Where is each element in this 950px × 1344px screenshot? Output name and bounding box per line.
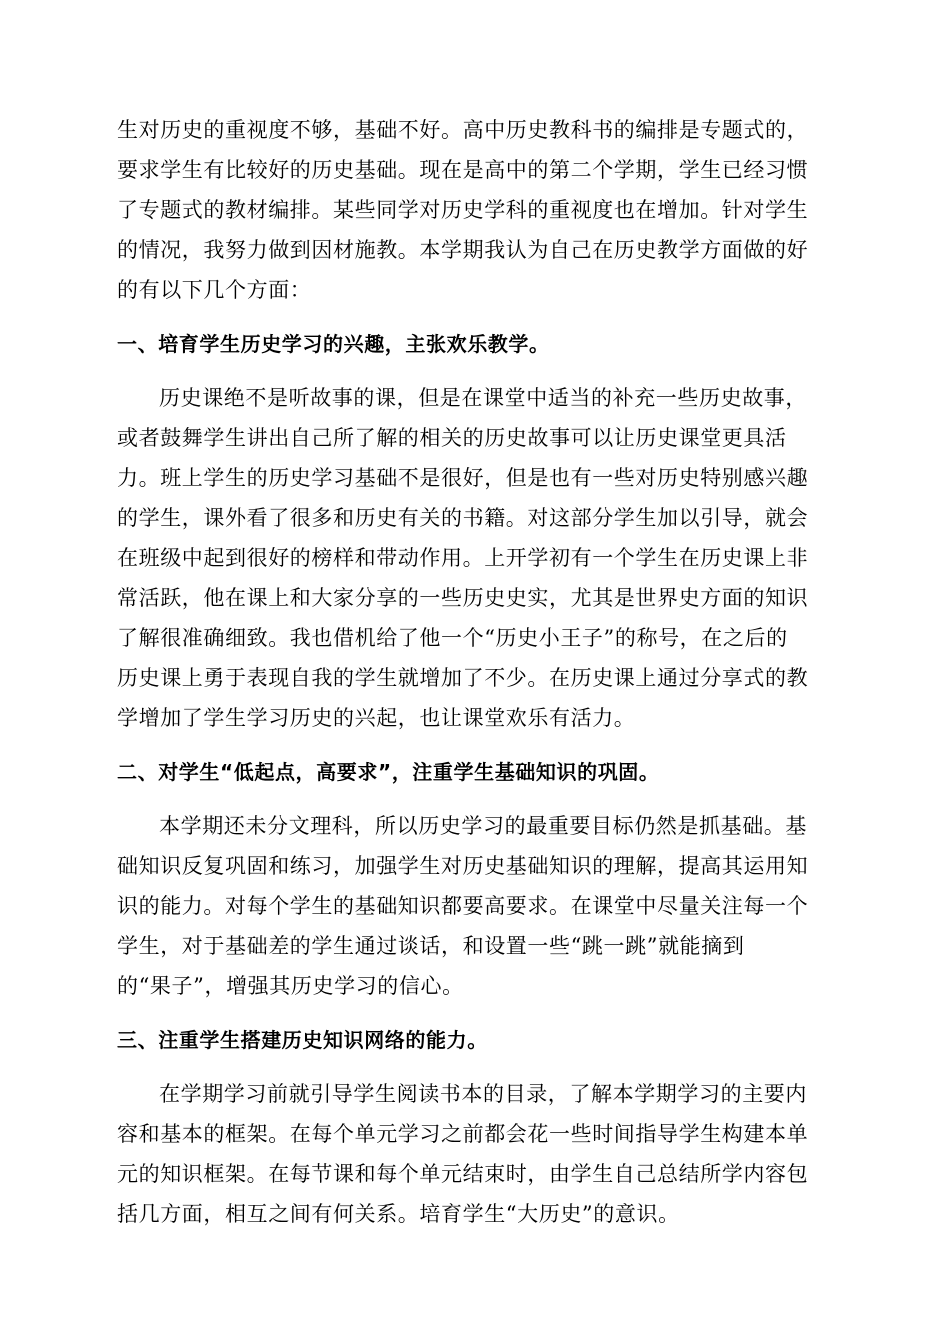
section-heading-1: 一、培育学生历史学习的兴趣，主张欢乐教学。 bbox=[117, 332, 550, 356]
section-paragraph-2 bbox=[117, 806, 833, 1006]
paragraph-line: 在班级中起到很好的榜样和带动作用。上开学初有一个学生在历史课上非 bbox=[117, 546, 809, 570]
paragraph-line: 学增加了学生学习历史的兴起，也让课堂欢乐有活力。 bbox=[117, 706, 636, 730]
section-paragraph-1 bbox=[117, 378, 833, 738]
paragraph-line: 的“果子”，增强其历史学习的信心。 bbox=[117, 974, 464, 998]
paragraph-line: 要求学生有比较好的历史基础。现在是高中的第二个学期，学生已经习惯 bbox=[117, 158, 809, 182]
section-heading-3: 三、注重学生搭建历史知识网络的能力。 bbox=[117, 1028, 488, 1052]
paragraph-line: 或者鼓舞学生讲出自己所了解的相关的历史故事可以让历史课堂更具活 bbox=[117, 426, 787, 450]
paragraph-line: 历史课上勇于表现自我的学生就增加了不少。在历史课上通过分享式的教 bbox=[117, 666, 809, 690]
paragraph-line: 了专题式的教材编排。某些同学对历史学科的重视度也在增加。针对学生 bbox=[117, 198, 809, 222]
document-page bbox=[117, 110, 833, 1234]
section-paragraph-3 bbox=[117, 1074, 833, 1234]
paragraph-line: 常活跃，他在课上和大家分享的一些历史史实，尤其是世界史方面的知识 bbox=[117, 586, 809, 610]
paragraph-line: 识的能力。对每个学生的基础知识都要高要求。在课堂中尽量关注每一个 bbox=[117, 894, 809, 918]
paragraph-line: 在学期学习前就引导学生阅读书本的目录，了解本学期学习的主要内 bbox=[159, 1082, 807, 1106]
paragraph-line: 的有以下几个方面： bbox=[117, 278, 312, 302]
paragraph-line: 元的知识框架。在每节课和每个单元结束时，由学生自己总结所学内容包 bbox=[117, 1162, 809, 1186]
paragraph-line: 历史课绝不是听故事的课，但是在课堂中适当的补充一些历史故事， bbox=[159, 386, 807, 410]
paragraph-line: 容和基本的框架。在每个单元学习之前都会花一些时间指导学生构建本单 bbox=[117, 1122, 809, 1146]
paragraph-line: 学生，对于基础差的学生通过谈话，和设置一些“跳一跳”就能摘到 bbox=[117, 934, 745, 958]
paragraph-line: 础知识反复巩固和练习，加强学生对历史基础知识的理解，提高其运用知 bbox=[117, 854, 809, 878]
paragraph-line: 的学生，课外看了很多和历史有关的书籍。对这部分学生加以引导，就会 bbox=[117, 506, 809, 530]
section-heading-2: 二、对学生“低起点，高要求”，注重学生基础知识的巩固。 bbox=[117, 760, 660, 784]
paragraph-line: 力。班上学生的历史学习基础不是很好，但是也有一些对历史特别感兴趣 bbox=[117, 466, 809, 490]
paragraph-line: 括几方面，相互之间有何关系。培育学生“大历史”的意识。 bbox=[117, 1202, 680, 1226]
paragraph-line: 的情况，我努力做到因材施教。本学期我认为自己在历史教学方面做的好 bbox=[117, 238, 809, 262]
paragraph-line: 了解很准确细致。我也借机给了他一个“历史小王子”的称号，在之后的 bbox=[117, 626, 788, 650]
paragraph-line: 本学期还未分文理科，所以历史学习的最重要目标仍然是抓基础。基 bbox=[159, 814, 807, 838]
intro-paragraph bbox=[117, 110, 833, 310]
paragraph-line: 生对历史的重视度不够，基础不好。高中历史教科书的编排是专题式的， bbox=[117, 118, 809, 142]
